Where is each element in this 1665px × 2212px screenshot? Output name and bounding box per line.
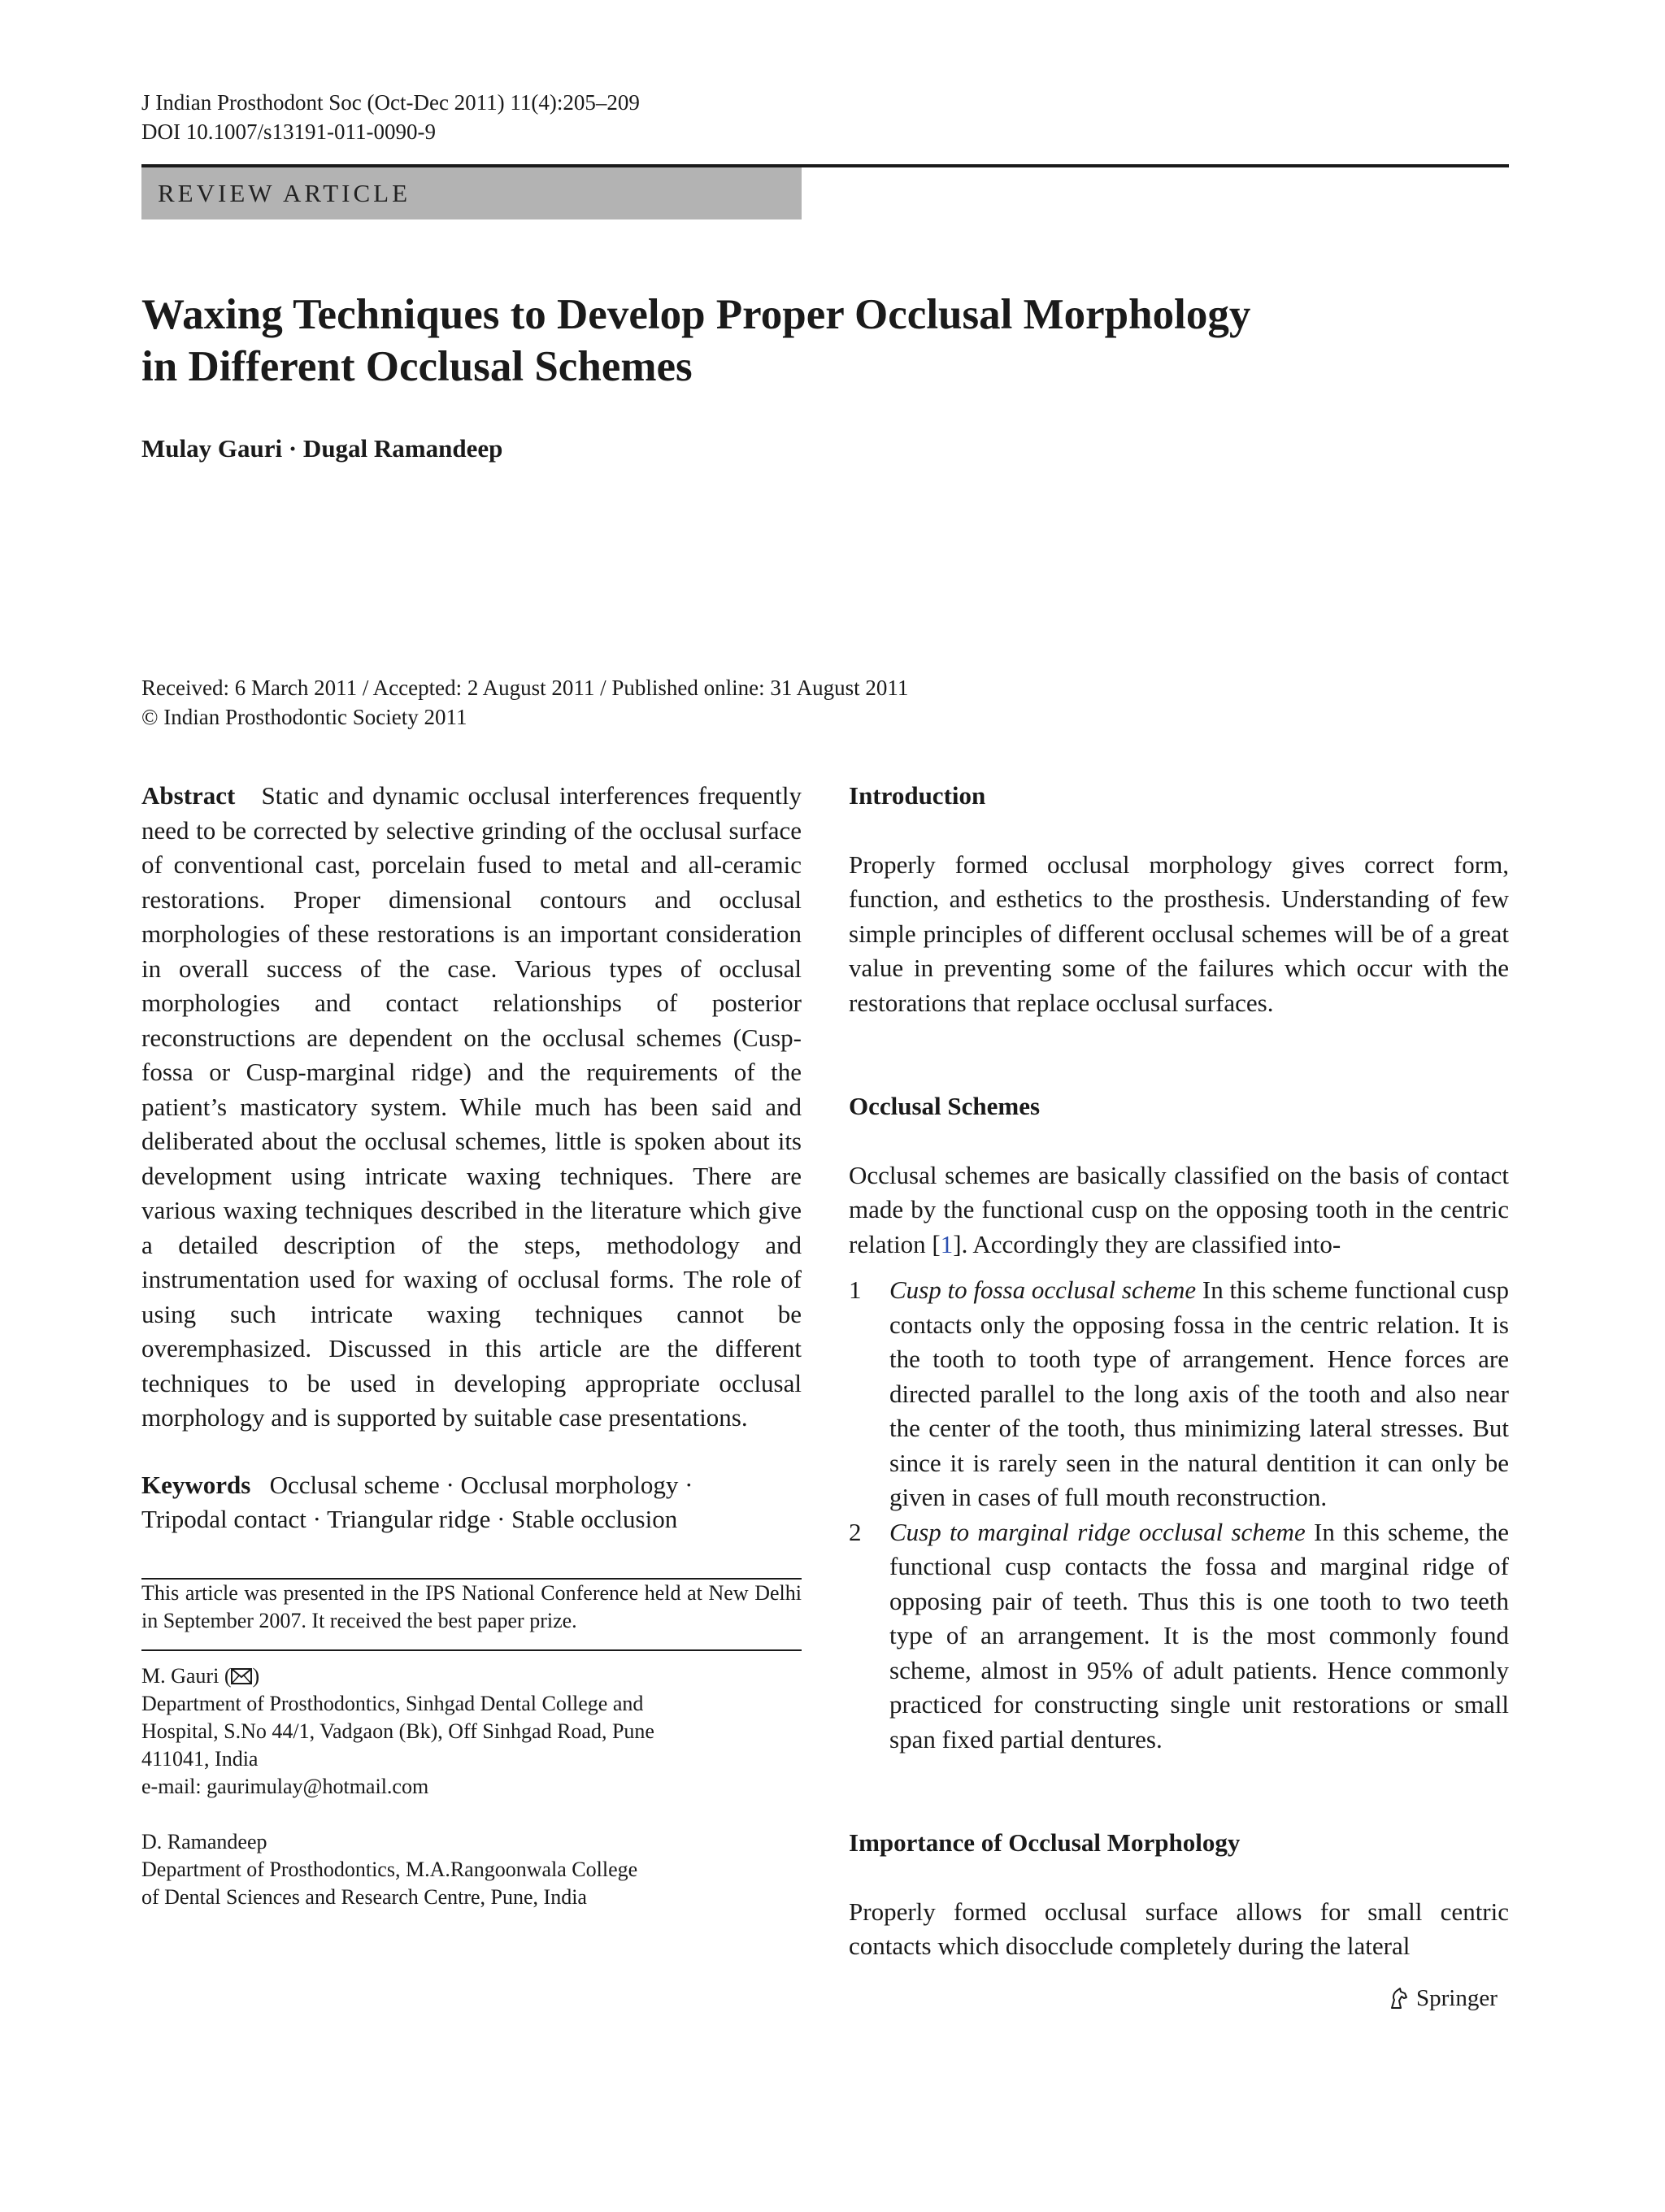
affil-2-line-2: of Dental Sciences and Research Centre, Pune, India bbox=[141, 1884, 587, 1909]
copyright-line: © Indian Prosthodontic Society 2011 bbox=[141, 705, 467, 729]
occlusal-schemes-heading: Occlusal Schemes bbox=[849, 1092, 1041, 1120]
affiliations bbox=[141, 1662, 802, 1911]
right-column bbox=[849, 779, 1509, 1964]
journal-header bbox=[141, 88, 640, 146]
affil-1-line-3: 411041, India bbox=[141, 1746, 259, 1771]
affil-2-line-1: Department of Prosthodontics, M.A.Rangoonwala College bbox=[141, 1857, 638, 1881]
title-line-2: in Different Occlusal Schemes bbox=[141, 343, 693, 390]
introduction-text: Properly formed occlusal morphology gives correct form, function, and esthetics to the prosthesis. Understanding of few simple principles of different occlusal schemes will be of a great value in preventing some of the failures which occur with the restorations that replace occlusal surfaces. bbox=[849, 850, 1509, 1017]
list-item-number: 2 bbox=[849, 1517, 862, 1546]
list-item-title: Cusp to fossa occlusal scheme bbox=[889, 1275, 1197, 1304]
authors: Mulay Gauri · Dugal Ramandeep bbox=[141, 434, 503, 463]
keywords bbox=[141, 1468, 802, 1537]
importance-heading: Importance of Occlusal Morphology bbox=[849, 1828, 1241, 1857]
springer-horse-icon bbox=[1387, 1986, 1411, 2010]
affil-2-name: D. Ramandeep bbox=[141, 1829, 267, 1853]
conference-footnote: This article was presented in the IPS National Conference held at New Delhi in September 2007. It received the best paper prize. bbox=[141, 1580, 802, 1632]
publisher-name: Springer bbox=[1416, 1985, 1498, 2011]
publisher-logo bbox=[1387, 1985, 1498, 2012]
list-item-text: In this scheme, the functional cusp contacts the fossa and marginal ridge of opposing pair of teeth. Thus this is one tooth to two teeth type of an arrangement. It is the most commonly found scheme, almost in 95% of adult patients. Hence commonly practiced for constructing single unit restorations or small span fixed partial dentures. bbox=[889, 1517, 1510, 1754]
journal-doi: DOI 10.1007/s13191-011-0090-9 bbox=[141, 120, 436, 144]
abstract-label: Abstract bbox=[141, 781, 236, 810]
title-line-1: Waxing Techniques to Develop Proper Occlusal Morphology bbox=[141, 291, 1251, 338]
affil-1-line-2: Hospital, S.No 44/1, Vadgaon (Bk), Off Sinhgad Road, Pune bbox=[141, 1719, 654, 1743]
abstract-text: Static and dynamic occlusal interferences frequently need to be corrected by selective grinding of the occlusal surface of conventional cast, porcelain fused to metal and all-ceramic restorations. Proper dimensional contours and occlusal morphologies of these restorations is an important consideration in overall success of the case. Various types of occlusal morphologies and contact relationships of posterior reconstructions are dependent on the occlusal schemes (Cusp-fossa or Cusp-marginal ridge) and the requirements of the patient’s masticatory system. While much has been said and deliberated about the occlusal schemes, little is spoken about its development using intricate waxing techniques. There are various waxing techniques described in the literature which give a detailed description of the steps, methodology and instrumentation used for waxing of occlusal forms. The role of using such intricate waxing techniques cannot be overemphasized. Discussed in this article are the different techniques to be used in developing appropriate occlusal morphology and is supported by suitable case presentations. bbox=[141, 781, 802, 1432]
list-item-title: Cusp to marginal ridge occlusal scheme bbox=[889, 1517, 1306, 1546]
article-type-banner: REVIEW ARTICLE bbox=[141, 167, 802, 219]
list-item-text: In this scheme functional cusp contacts only the opposing fossa in the centric relation. It is the tooth to tooth type of arrangement. Hence forces are directed parallel to the long axis of the tooth and also near the center of the tooth, thus minimizing lateral stresses. But since it is rarely seen in the natural dentition it can only be given in cases of full mouth reconstruction. bbox=[889, 1275, 1510, 1511]
affil-1-name: M. Gauri ( ) bbox=[141, 1663, 260, 1688]
list-item-number: 1 bbox=[849, 1275, 862, 1304]
affil-1-email: e-mail: gaurimulay@hotmail.com bbox=[141, 1774, 429, 1798]
abstract bbox=[141, 779, 802, 1436]
dates-line: Received: 6 March 2011 / Accepted: 2 August 2011 / Published online: 31 August 2011 bbox=[141, 676, 909, 700]
reference-link[interactable]: 1 bbox=[940, 1229, 954, 1258]
keywords-label: Keywords bbox=[141, 1470, 251, 1499]
left-column bbox=[141, 779, 802, 1911]
introduction-heading: Introduction bbox=[849, 781, 986, 810]
article-title bbox=[141, 289, 1524, 393]
affiliation-rule bbox=[141, 1649, 802, 1651]
journal-citation: J Indian Prosthodont Soc (Oct-Dec 2011) 11(4):205–209 bbox=[141, 90, 640, 115]
envelope-icon bbox=[231, 1668, 252, 1684]
importance-text: Properly formed occlusal surface allows for small centric contacts which disocclude completely during the lateral bbox=[849, 1897, 1509, 1960]
schemes-list bbox=[849, 1273, 1509, 1757]
keywords-line-2: Tripodal contact · Triangular ridge · Stable occlusion bbox=[141, 1505, 678, 1533]
list-item bbox=[849, 1515, 1509, 1758]
list-item bbox=[849, 1273, 1509, 1515]
keywords-line-1: Occlusal scheme · Occlusal morphology · bbox=[269, 1470, 693, 1499]
occlusal-schemes-text: Occlusal schemes are basically classified on the basis of contact made by the functional cusp on the opposing tooth in the centric relation [1]. Accordingly they are classified into- bbox=[849, 1160, 1509, 1258]
publication-history bbox=[141, 673, 908, 732]
affil-1-line-1: Department of Prosthodontics, Sinhgad Dental College and bbox=[141, 1691, 644, 1715]
